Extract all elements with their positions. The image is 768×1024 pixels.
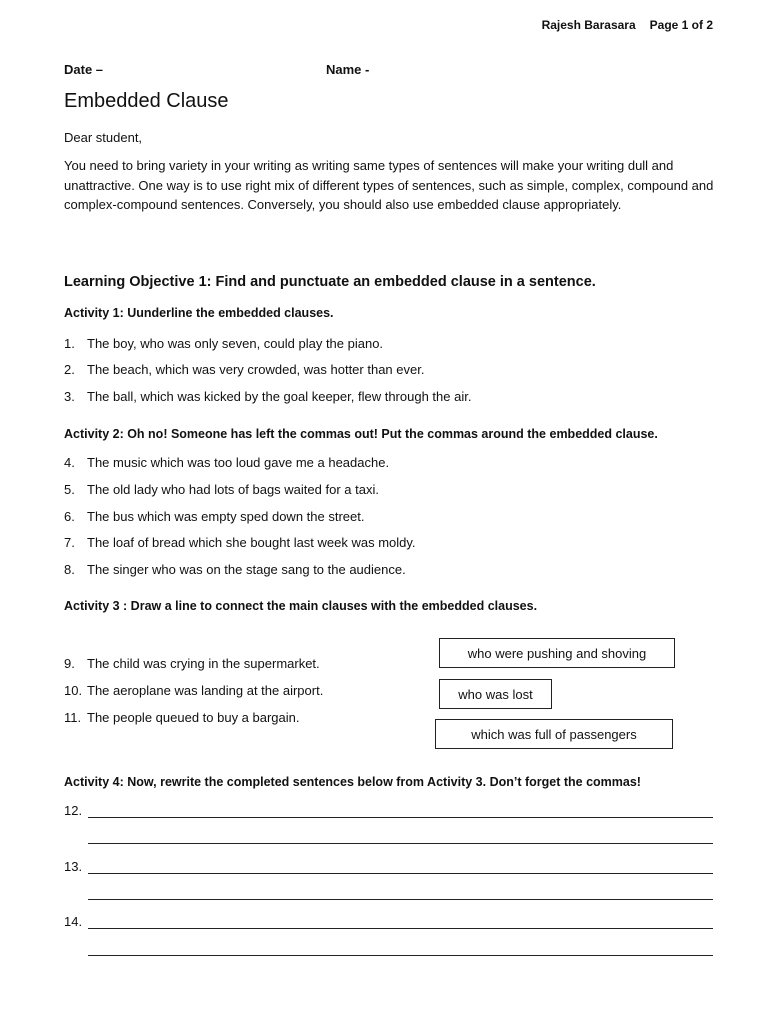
- activity2-heading: Activity 2: Oh no! Someone has left the commas out! Put the commas around the embedded clause.: [64, 427, 658, 441]
- item-text: The boy, who was only seven, could play the piano.: [87, 336, 384, 351]
- item-text: The ball, which was kicked by the goal keeper, flew through the air.: [87, 389, 472, 404]
- answer-line[interactable]: [88, 955, 713, 956]
- list-item: [64, 562, 406, 577]
- list-item: [64, 389, 471, 404]
- list-item: [64, 683, 323, 698]
- item-number: 11.: [64, 710, 82, 725]
- item-text: The child was crying in the supermarket.: [87, 656, 320, 671]
- activity3-heading: Activity 3 : Draw a line to connect the main clauses with the embedded clauses.: [64, 599, 538, 613]
- embedded-clause-box: which was full of passengers: [435, 719, 673, 749]
- item-number: 8.: [64, 562, 75, 577]
- item-text: The beach, which was very crowded, was hotter than ever.: [87, 362, 425, 377]
- page-title: Embedded Clause: [64, 90, 229, 112]
- item-number: 3.: [64, 389, 75, 404]
- answer-line[interactable]: [88, 899, 713, 900]
- name-label: Name -: [326, 62, 370, 77]
- list-item: [64, 509, 364, 524]
- item-text: The old lady who had lots of bags waited for a taxi.: [87, 482, 379, 497]
- item-number: 7.: [64, 535, 75, 550]
- list-item: [64, 362, 424, 377]
- page-header: [542, 18, 713, 32]
- item-number: 9.: [64, 656, 75, 671]
- greeting: Dear student,: [64, 130, 143, 145]
- intro-paragraph: You need to bring variety in your writing as writing same types of sentences will make your writing dull and unattractive. One way is to use right mix of different types of sentences, such as simple, complex, compound and complex-compound sentences. Conversely, you should also use embedded clause appropriately.: [64, 158, 714, 212]
- list-item: [64, 336, 383, 351]
- list-item: [64, 482, 379, 497]
- answer-line[interactable]: [88, 817, 713, 818]
- page-number: Page 1 of 2: [649, 18, 713, 32]
- item-number: 10.: [64, 683, 83, 698]
- author-name: Rajesh Barasara: [541, 18, 636, 32]
- item-text: The loaf of bread which she bought last week was moldy.: [87, 535, 416, 550]
- item-text: The bus which was empty sped down the street.: [87, 509, 365, 524]
- list-item: [64, 455, 389, 470]
- embedded-clause-box: who was lost: [439, 679, 552, 709]
- item-text: The music which was too loud gave me a headache.: [87, 455, 390, 470]
- list-item: [64, 710, 300, 725]
- activity4-heading: Activity 4: Now, rewrite the completed sentences below from Activity 3. Don’t forget the commas!: [64, 775, 641, 789]
- answer-number: 12.: [64, 803, 83, 818]
- answer-number: 14.: [64, 914, 83, 929]
- item-number: 6.: [64, 509, 75, 524]
- item-text: The people queued to buy a bargain.: [87, 710, 300, 725]
- list-item: [64, 656, 320, 671]
- date-label: Date –: [64, 62, 104, 77]
- item-number: 4.: [64, 455, 75, 470]
- item-number: 2.: [64, 362, 75, 377]
- answer-line[interactable]: [88, 873, 713, 874]
- item-text: The singer who was on the stage sang to the audience.: [87, 562, 406, 577]
- learning-objective: Learning Objective 1: Find and punctuate an embedded clause in a sentence.: [64, 274, 596, 290]
- answer-line[interactable]: [88, 928, 713, 929]
- answer-line[interactable]: [88, 843, 713, 844]
- embedded-clause-box: who were pushing and shoving: [439, 638, 675, 668]
- list-item: [64, 535, 416, 550]
- activity1-heading: Activity 1: Uunderline the embedded clauses.: [64, 306, 334, 320]
- item-text: The aeroplane was landing at the airport.: [87, 683, 324, 698]
- item-number: 1.: [64, 336, 75, 351]
- item-number: 5.: [64, 482, 75, 497]
- answer-number: 13.: [64, 859, 83, 874]
